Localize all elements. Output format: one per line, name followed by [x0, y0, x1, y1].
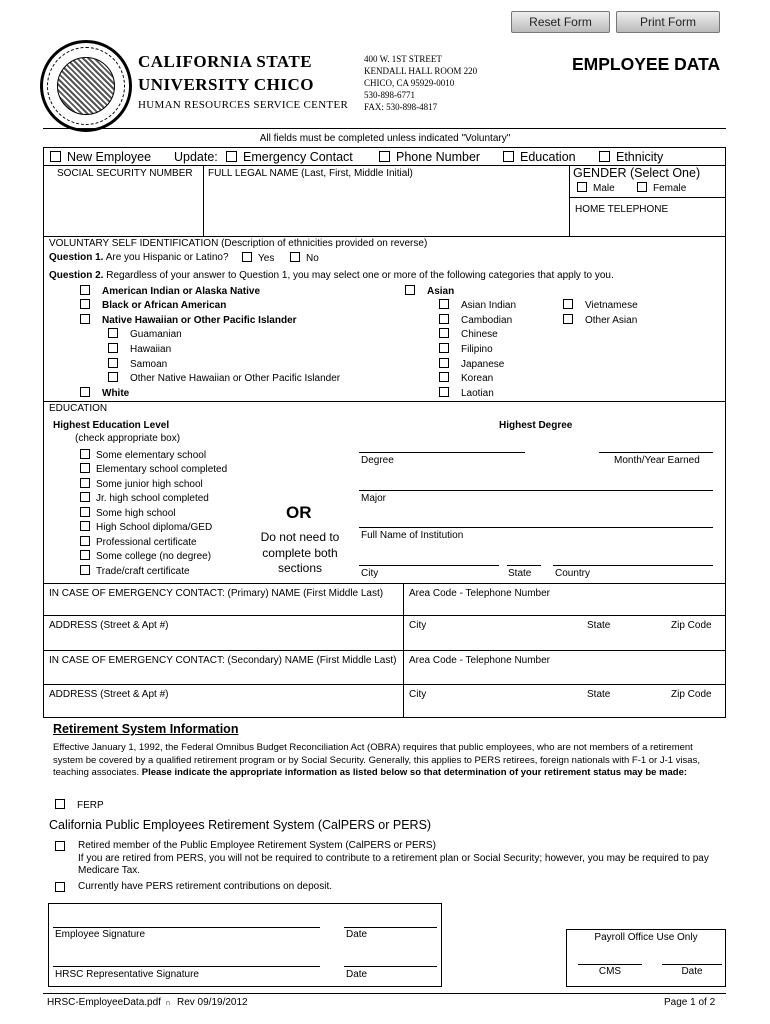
- gender-label: GENDER (Select One): [573, 166, 701, 180]
- eth-asian[interactable]: Asian: [405, 285, 454, 297]
- edu-level-7[interactable]: Some college (no degree): [80, 550, 211, 562]
- employee-signature-field[interactable]: [53, 911, 320, 927]
- edu-level-6[interactable]: Professional certificate: [80, 536, 197, 548]
- eth-american-indian[interactable]: American Indian or Alaska Native: [80, 285, 260, 297]
- major-label: Major: [361, 493, 387, 504]
- highest-degree-title: Highest Degree: [499, 420, 573, 431]
- retirement-paragraph: Effective January 1, 1992, the Federal Omnibus Budget Reconciliation Act (OBRA) requires that public employees, who are not members of a retirement system be covered by a qualified retirement program or by Social Security. Generally, this applies to PERS retirees, foreign nationals with F-1 or J-1 visas, teaching associates. Please indicate the appropriate information as listed below so that determination of your retirement status may be made:: [53, 742, 700, 778]
- edu-level-0[interactable]: Some elementary school: [80, 449, 206, 461]
- footer-filename: HRSC-EmployeeData.pdf: [47, 997, 161, 1008]
- emergency-secondary-phone-label: Area Code - Telephone Number: [409, 655, 551, 666]
- institution-label: Full Name of Institution: [361, 530, 464, 541]
- emergency-primary-zip-label: Zip Code: [671, 620, 712, 631]
- university-name-line1: CALIFORNIA STATE: [138, 52, 313, 71]
- emergency-primary-phone-label: Area Code - Telephone Number: [409, 588, 551, 599]
- eth-vietnamese[interactable]: Vietnamese: [563, 299, 638, 311]
- footer-revision: Rev 09/19/2012: [177, 997, 248, 1008]
- university-name-line2: UNIVERSITY CHICO: [138, 75, 314, 94]
- payroll-office-label: Payroll Office Use Only: [594, 932, 698, 943]
- eth-filipino[interactable]: Filipino: [439, 343, 493, 355]
- eth-korean[interactable]: Korean: [439, 372, 493, 384]
- eth-guamanian[interactable]: Guamanian: [108, 328, 182, 340]
- gender-female-option[interactable]: Female: [637, 182, 686, 194]
- new-employee-option[interactable]: New Employee: [50, 150, 151, 164]
- retired-pers-text: Retired member of the Public Employee Retirement System (CalPERS or PERS) If you are retired from PERS, you will not be required to contribute to a retirement plan or Social Security; however, you may be required to pay Medicare Tax.: [78, 840, 709, 876]
- question-2: Question 2. Regardless of your answer to Question 1, you may select one or more of the following categories that apply to you.: [49, 270, 614, 281]
- emergency-secondary-address-label: ADDRESS (Street & Apt #): [49, 689, 169, 700]
- retired-pers-checkbox[interactable]: [55, 841, 65, 853]
- or-label: OR: [286, 503, 312, 522]
- education-header: EDUCATION: [49, 403, 108, 414]
- edu-country-label: Country: [555, 568, 591, 579]
- education-option[interactable]: Education: [503, 150, 576, 164]
- hrsc-signature-field[interactable]: [53, 950, 320, 966]
- hrsc-date-label: Date: [346, 969, 368, 980]
- eth-chinese[interactable]: Chinese: [439, 328, 498, 340]
- emergency-secondary-label: IN CASE OF EMERGENCY CONTACT: (Secondary) NAME (First Middle Last): [49, 655, 397, 666]
- retirement-title: Retirement System Information: [53, 722, 239, 736]
- payroll-date-label: Date: [681, 966, 703, 977]
- edu-level-2[interactable]: Some junior high school: [80, 478, 203, 490]
- ethnicity-option[interactable]: Ethnicity: [599, 150, 663, 164]
- emergency-secondary-zip-label: Zip Code: [671, 689, 712, 700]
- university-seal-icon: [40, 40, 132, 132]
- department-name: HUMAN RESOURCES SERVICE CENTER: [138, 99, 349, 111]
- eth-other-asian[interactable]: Other Asian: [563, 314, 637, 326]
- emergency-contact-option[interactable]: Emergency Contact: [226, 150, 353, 164]
- eth-native-hawaiian[interactable]: Native Hawaiian or Other Pacific Islander: [80, 314, 297, 326]
- education-level-sub: (check appropriate box): [75, 433, 181, 444]
- eth-laotian[interactable]: Laotian: [439, 387, 494, 399]
- q1-yes-option[interactable]: Yes: [242, 252, 274, 264]
- ferp-option[interactable]: FERP: [55, 799, 104, 811]
- instructions-note: All fields must be completed unless indicated "Voluntary": [259, 133, 511, 144]
- emergency-secondary-city-label: City: [409, 689, 427, 700]
- emergency-secondary-state-label: State: [587, 689, 611, 700]
- eth-white[interactable]: White: [80, 387, 129, 399]
- eth-japanese[interactable]: Japanese: [439, 358, 504, 370]
- pers-deposit-checkbox[interactable]: [55, 882, 65, 894]
- month-year-label: Month/Year Earned: [614, 455, 700, 466]
- edu-level-3[interactable]: Jr. high school completed: [80, 492, 209, 504]
- full-name-label: FULL LEGAL NAME (Last, First, Middle Initial): [208, 168, 413, 179]
- ssn-field[interactable]: [44, 180, 202, 235]
- emergency-primary-state-label: State: [587, 620, 611, 631]
- cms-label: CMS: [598, 966, 622, 977]
- edu-level-4[interactable]: Some high school: [80, 507, 176, 519]
- address-block: 400 W. 1ST STREET KENDALL HALL ROOM 220 CHICO, CA 95929-0010 530-898-6771 FAX: 530-898-4817: [364, 54, 478, 112]
- footer-separator-icon: ∩: [165, 998, 171, 1007]
- employee-signature-label: Employee Signature: [55, 929, 146, 940]
- edu-city-label: City: [361, 568, 379, 579]
- phone-number-option[interactable]: Phone Number: [379, 150, 480, 164]
- edu-state-label: State: [508, 568, 532, 579]
- emergency-primary-address-label: ADDRESS (Street & Apt #): [49, 620, 169, 631]
- pers-deposit-text: Currently have PERS retirement contributions on deposit.: [78, 881, 333, 892]
- degree-label: Degree: [361, 455, 394, 466]
- full-name-field[interactable]: [204, 180, 568, 235]
- eth-other-pacific[interactable]: Other Native Hawaiian or Other Pacific Islander: [108, 372, 340, 384]
- edu-level-8[interactable]: Trade/craft certificate: [80, 565, 190, 577]
- hrsc-signature-label: HRSC Representative Signature: [55, 969, 199, 980]
- voluntary-header: VOLUNTARY SELF IDENTIFICATION (Description of ethnicities provided on reverse): [49, 238, 428, 249]
- eth-hawaiian[interactable]: Hawaiian: [108, 343, 171, 355]
- footer-page-number: Page 1 of 2: [664, 997, 716, 1008]
- eth-cambodian[interactable]: Cambodian: [439, 314, 512, 326]
- eth-samoan[interactable]: Samoan: [108, 358, 167, 370]
- question-1: Question 1. Are you Hispanic or Latino?: [49, 252, 229, 263]
- ssn-label: SOCIAL SECURITY NUMBER: [57, 168, 193, 179]
- edu-level-1[interactable]: Elementary school completed: [80, 463, 227, 475]
- emergency-primary-city-label: City: [409, 620, 427, 631]
- q1-no-option[interactable]: No: [290, 252, 319, 264]
- reset-form-button[interactable]: Reset Form: [511, 11, 610, 33]
- calpers-title: California Public Employees Retirement System (CalPERS or PERS): [49, 818, 432, 832]
- eth-asian-indian[interactable]: Asian Indian: [439, 299, 516, 311]
- gender-male-option[interactable]: Male: [577, 182, 615, 194]
- update-label: Update:: [174, 150, 218, 164]
- education-level-title: Highest Education Level: [53, 420, 170, 431]
- home-telephone-label: HOME TELEPHONE: [575, 204, 669, 215]
- or-note: Do not need to complete both sections: [260, 530, 340, 575]
- eth-black[interactable]: Black or African American: [80, 299, 226, 311]
- form-title: EMPLOYEE DATA: [572, 54, 721, 74]
- print-form-button[interactable]: Print Form: [616, 11, 720, 33]
- emergency-primary-label: IN CASE OF EMERGENCY CONTACT: (Primary) NAME (First Middle Last): [49, 588, 384, 599]
- employee-date-label: Date: [346, 929, 368, 940]
- edu-level-5[interactable]: High School diploma/GED: [80, 521, 212, 533]
